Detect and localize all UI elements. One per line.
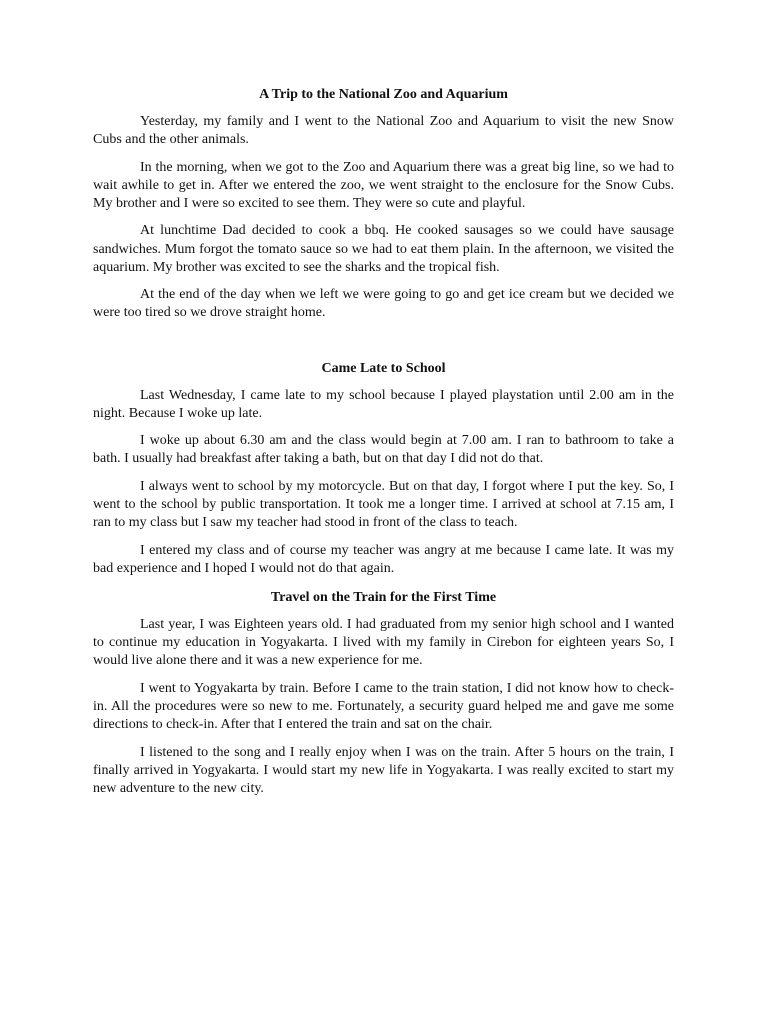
story-title: Travel on the Train for the First Time: [270, 589, 497, 605]
paragraph: At the end of the day when we left we were going to go and get ice cream but we decided we were too tired so we drove straight home.: [93, 287, 674, 321]
paragraph: I always went to school by my motorcycle. But on that day, I forgot where I put the key. So, I went to the school by public transportation. It took me a longer time. I arrived at school at 7.15 am, I ran to my class but I saw my teacher had stood in front of the class to teach.: [93, 478, 674, 531]
paragraph: Yesterday, my family and I went to the National Zoo and Aquarium to visit the new Snow Cubs and the other animals.: [93, 114, 674, 148]
paragraph: At lunchtime Dad decided to cook a bbq. He cooked sausages so we could have sausage sandwiches. Mum forgot the tomato sauce so we had to eat them plain. In the afternoon, we visited the aquarium. My brother was excited to see the sharks and the tropical fish.: [93, 223, 674, 275]
paragraph: I entered my class and of course my teacher was angry at me because I came late. It was my bad experience and I hoped I would not do that again.: [93, 542, 674, 576]
paragraph: I woke up about 6.30 am and the class would begin at 7.00 am. I ran to bathroom to take a bath. I usually had breakfast after taking a bath, but on that day I did not do that.: [93, 433, 674, 467]
story-late-to-school: [93, 360, 674, 578]
paragraph: In the morning, when we got to the Zoo and Aquarium there was a great big line, so we had to wait awhile to get in. After we entered the zoo, we went straight to the enclosure for the Snow Cubs. My brother and I were so excited to see them. They were so cute and playful.: [93, 159, 674, 211]
paragraph: Last year, I was Eighteen years old. I had graduated from my senior high school and I wanted to continue my education in Yogyakarta. I lived with my family in Cirebon for eighteen years So, I would live alone there and it was a new experience for me.: [93, 616, 674, 669]
paragraph: I went to Yogyakarta by train. Before I came to the train station, I did not know how to check-in. All the procedures were so new to me. Fortunately, a security guard helped me and gave me some directions to check-in. After that I entered the train and sat on the chair.: [93, 680, 674, 733]
story-title: A Trip to the National Zoo and Aquarium: [259, 87, 508, 102]
document-page: [93, 86, 674, 807]
story-title: Came Late to School: [321, 360, 446, 376]
paragraph: I listened to the song and I really enjoy when I was on the train. After 5 hours on the train, I finally arrived in Yogyakarta. I would start my new life in Yogyakarta. I was really excited to start my new adventure to the new city.: [93, 744, 674, 796]
paragraph: Last Wednesday, I came late to my school because I played playstation until 2.00 am in the night. Because I woke up late.: [93, 387, 674, 421]
story-zoo-trip: [93, 86, 674, 323]
story-train-travel: [93, 589, 674, 798]
